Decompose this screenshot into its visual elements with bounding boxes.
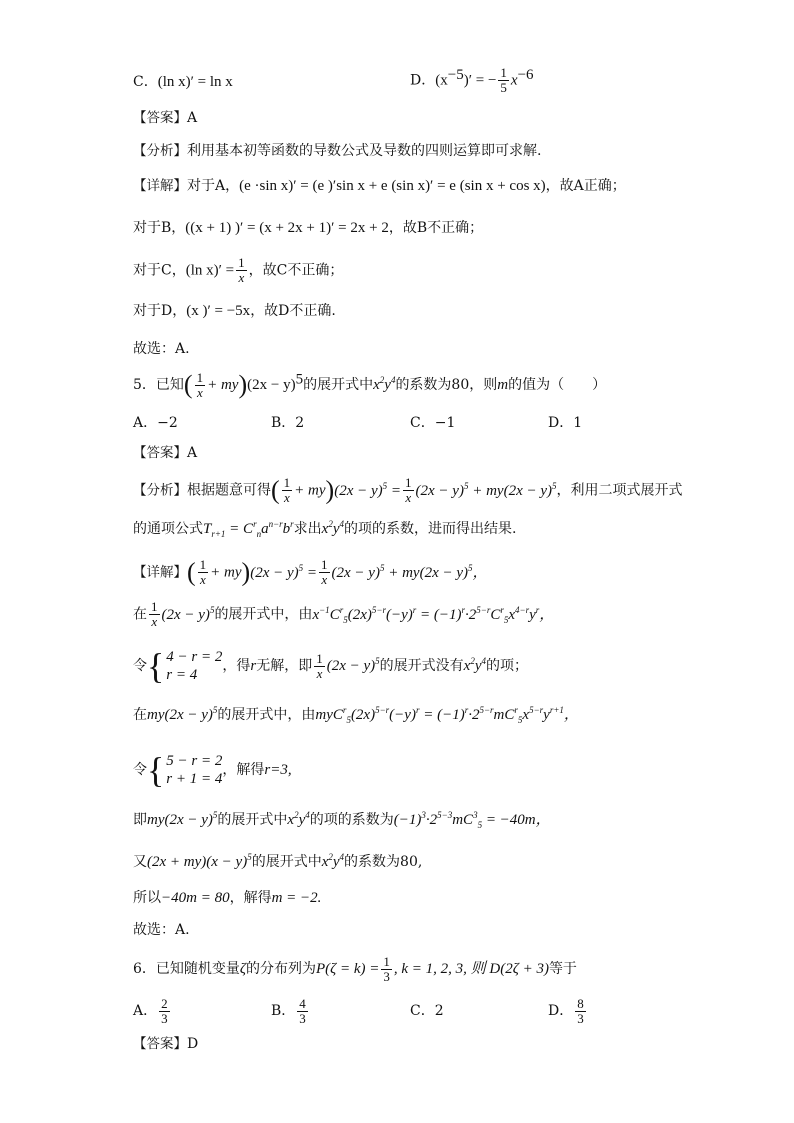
- selection: 故选：A.: [133, 922, 190, 938]
- detail-text: 又: [133, 854, 147, 870]
- question-5: [133, 370, 606, 400]
- detail-suffix: ，故B不正确；: [388, 220, 484, 236]
- fraction: [575, 997, 586, 1026]
- analysis-tag: 【分析】: [133, 143, 187, 159]
- fraction: [149, 600, 160, 629]
- question-stem-c: 等于: [548, 961, 577, 977]
- fraction: [297, 997, 308, 1026]
- analysis-tag: 【分析】: [133, 482, 187, 499]
- denominator: x: [405, 490, 412, 505]
- select-4: [133, 339, 190, 359]
- answer-value: A: [187, 110, 198, 126]
- denominator: x: [238, 270, 245, 285]
- numerator: 1: [316, 650, 323, 666]
- q6-option-c[interactable]: [410, 996, 444, 1026]
- analysis-5-b: [133, 519, 516, 539]
- question-stem-c: 的系数为80，则: [395, 377, 498, 393]
- math-term: P(ζ = k) =: [316, 961, 380, 977]
- selection: 故选：A.: [133, 341, 190, 357]
- question-stem-d: 的值为（ ）: [508, 377, 607, 393]
- q5-option-b[interactable]: [271, 412, 304, 432]
- numerator: 1: [405, 475, 412, 490]
- numerator: 1: [151, 599, 158, 614]
- analysis-text-c: 的通项公式: [133, 521, 203, 537]
- detail-math: r=3,: [264, 762, 292, 778]
- system-row: 4 − r = 2: [166, 649, 223, 665]
- detail-5-f: [133, 810, 551, 830]
- math-term: r: [250, 658, 257, 674]
- detail-tag: 【详解】: [133, 564, 187, 581]
- numerator: 8: [577, 995, 584, 1011]
- math-term: $(2x - y)^5 + my(2x - y)^5$，: [331, 562, 488, 581]
- fraction: [381, 955, 392, 984]
- detail-text: 令: [133, 762, 147, 778]
- option-letter: D．: [548, 415, 574, 431]
- equation-system: [147, 752, 222, 788]
- q5-option-a[interactable]: [133, 412, 178, 432]
- numerator: 1: [238, 255, 245, 270]
- math-term: $x^2y^4$: [321, 519, 345, 537]
- question-stem: 6．已知随机变量: [133, 961, 240, 977]
- numerator: 1: [199, 557, 207, 572]
- paren-open: (: [187, 557, 196, 587]
- paren-close: ): [325, 475, 335, 505]
- detail-text-c: 无解，即: [256, 658, 313, 674]
- prev-option-c: [133, 72, 233, 92]
- detail-5-c: [133, 648, 528, 684]
- detail-text-b: 的展开式中: [251, 854, 322, 870]
- detail-math: (e ·sin x)′ = (e )′sin x + e (sin x)′ = e (sin x + cos x): [239, 178, 546, 194]
- detail-4-c: [133, 256, 343, 285]
- denominator: x: [196, 384, 203, 400]
- detail-4-b: [133, 218, 483, 238]
- detail-suffix: ，故D不正确.: [250, 303, 336, 319]
- numerator: 1: [321, 557, 328, 572]
- paren-close: ): [241, 557, 251, 587]
- math-term: $(2x - y)^5$: [161, 604, 215, 623]
- math-term: , k = 1, 2, 3, 则 D(2ζ + 3): [393, 961, 549, 977]
- math-term: $T_{r+1} = C^r_na^{n-r}b^r$: [203, 519, 294, 539]
- math-term: $(2x - y)^5$ =: [250, 562, 318, 581]
- brace: {: [147, 646, 165, 686]
- option-expr-a: (x: [435, 72, 448, 89]
- detail-4-d: [133, 301, 336, 321]
- math-term: $(-1)^3\cdot 2^{5-3}mC^3_5 = -40m$，: [393, 810, 551, 830]
- question-stem-b: 的展开式中: [303, 377, 374, 393]
- q6-option-b[interactable]: [271, 996, 310, 1026]
- equation-system: [147, 648, 222, 684]
- detail-text-c: 的系数为80,: [344, 854, 423, 870]
- question-math: (2x − y): [247, 377, 296, 393]
- option-value: −1: [434, 415, 456, 431]
- math-term: −40m = 80: [161, 890, 230, 906]
- question-stem-b: 的分布列为: [246, 961, 316, 977]
- q5-option-c[interactable]: [410, 412, 455, 432]
- detail-prefix: 对于A，: [187, 178, 240, 194]
- detail-text: 所以: [133, 890, 161, 906]
- detail-prefix: 对于D，: [133, 303, 187, 319]
- answer-value: A: [187, 445, 198, 461]
- q6-option-d[interactable]: [548, 996, 588, 1026]
- option-expr: (ln x)′ = ln x: [157, 74, 233, 90]
- math-term: $x^2y^4$: [373, 375, 396, 393]
- question-var: m: [497, 377, 509, 393]
- detail-4-a: [133, 176, 626, 196]
- detail-text-e: 的项；: [486, 658, 528, 674]
- select-5: [133, 920, 190, 940]
- option-letter: A．: [133, 415, 158, 431]
- denominator: x: [321, 572, 328, 587]
- math-term: ζ: [239, 961, 246, 977]
- math-term: + my: [207, 377, 239, 393]
- q6-option-a[interactable]: [133, 996, 172, 1026]
- numerator: 1: [196, 369, 204, 385]
- question-6: [133, 954, 577, 984]
- answer-value: D: [187, 1036, 199, 1052]
- numerator: 4: [299, 995, 306, 1011]
- answer-tag: 【答案】: [133, 1036, 187, 1052]
- numerator: 1: [283, 475, 291, 490]
- exponent: −6: [517, 66, 534, 83]
- detail-5-g: [133, 852, 422, 872]
- detail-5-e: [133, 752, 292, 788]
- numerator: 1: [383, 953, 390, 969]
- numerator: 1: [500, 65, 507, 80]
- detail-prefix: 对于C，: [133, 262, 186, 279]
- fraction: [319, 558, 330, 587]
- math-term: $(2x - y)^5 + my(2x - y)^5$: [415, 480, 557, 499]
- detail-suffix: ，故C不正确；: [248, 262, 344, 279]
- detail-math: (ln x)′ =: [185, 262, 235, 279]
- analysis-4: [133, 141, 541, 161]
- fraction: [159, 997, 170, 1026]
- exponent: −5: [447, 66, 464, 83]
- math-term: $(2x - y)^5$ =: [334, 480, 402, 499]
- denominator: 3: [161, 1010, 168, 1026]
- fraction: [198, 558, 209, 587]
- option-letter: B．: [271, 415, 296, 431]
- answer-tag: 【答案】: [133, 445, 187, 461]
- option-letter: C．: [133, 74, 158, 90]
- answer-4: [133, 108, 197, 128]
- fraction: [236, 256, 247, 285]
- exponent: 5: [295, 371, 304, 388]
- detail-5-d: [133, 705, 579, 725]
- q5-option-d[interactable]: [548, 412, 582, 432]
- analysis-text: 根据题意可得: [187, 482, 271, 499]
- option-letter: A．: [133, 1003, 158, 1019]
- paren-close: ): [238, 370, 248, 399]
- detail-text-b: ，解得: [229, 890, 272, 906]
- detail-prefix: 对于B，: [133, 220, 186, 236]
- math-term: + my: [294, 482, 326, 499]
- paren-open: (: [183, 370, 193, 399]
- denominator: 3: [577, 1010, 584, 1026]
- math-term: $x^{-1}C^r_5(2x)^{5-r}(-y)^r = (-1)^r\cdot 2^{5-r}C^r_5x^{4-r}y^r$，: [312, 604, 555, 625]
- analysis-text-d: 求出: [293, 521, 322, 537]
- detail-5-b: [133, 600, 554, 629]
- fraction: [282, 476, 293, 505]
- fraction: [195, 371, 206, 400]
- fraction: [498, 66, 509, 95]
- numerator: 2: [161, 995, 168, 1011]
- fraction: [314, 652, 325, 681]
- math-term: $my(2x - y)^5$: [147, 810, 218, 828]
- detail-tag: 【详解】: [133, 178, 187, 194]
- system-rows: [166, 648, 222, 684]
- detail-text: 即: [133, 812, 147, 828]
- answer-5: [133, 443, 197, 463]
- detail-text-b: 的展开式中，由: [217, 707, 316, 723]
- detail-text-d: 的展开式没有: [379, 658, 464, 674]
- option-value: −2: [157, 415, 178, 431]
- detail-text: 在: [133, 707, 147, 723]
- denominator: 3: [383, 968, 390, 984]
- fraction: [403, 476, 414, 505]
- system-row: r = 4: [166, 667, 198, 683]
- detail-5-a: [133, 558, 488, 587]
- system-rows: [166, 752, 222, 788]
- detail-text-b: 的展开式中，由: [214, 606, 313, 623]
- detail-text: 在: [133, 606, 147, 623]
- detail-text-c: 的项的系数为: [309, 812, 394, 828]
- detail-text-b: 的展开式中: [217, 812, 288, 828]
- math-term: m = −2.: [271, 890, 322, 906]
- detail-text-b: ，解得: [222, 762, 265, 778]
- option-value: 2: [434, 1003, 444, 1019]
- detail-math: (x )′ = −5x: [186, 303, 251, 319]
- detail-text-b: ，得: [222, 658, 251, 674]
- math-term: + my: [210, 564, 242, 581]
- option-letter: D．: [410, 72, 436, 89]
- option-value: 1: [573, 415, 583, 431]
- denominator: x: [316, 665, 323, 681]
- math-term: $(2x - y)^5$: [326, 656, 380, 674]
- math-term: $my(2x - y)^5$: [147, 705, 218, 723]
- system-row: r + 1 = 4: [166, 771, 223, 787]
- math-term: $x^2y^4$: [321, 852, 345, 870]
- analysis-5-a: [133, 476, 683, 505]
- analysis-text: 利用基本初等函数的导数公式及导数的四则运算即可求解.: [187, 143, 542, 159]
- option-letter: C．: [410, 1003, 435, 1019]
- math-term: $myC^r_5(2x)^{5-r}(-y)^r = (-1)^r\cdot 2^{5-r}mC^r_5x^{5-r}y^{r+1}$，: [315, 705, 579, 725]
- denominator: 3: [299, 1010, 306, 1026]
- answer-tag: 【答案】: [133, 110, 187, 126]
- brace: {: [147, 750, 165, 790]
- option-letter: C．: [410, 415, 435, 431]
- detail-math: ((x + 1) )′ = (x + 2x + 1)′ = 2x + 2: [185, 220, 389, 236]
- math-term: $x^2y^4$: [287, 810, 310, 828]
- denominator: x: [151, 614, 158, 629]
- math-term: $x^2y^4$: [463, 656, 486, 674]
- option-letter: D．: [548, 1003, 574, 1019]
- denominator: x: [284, 490, 290, 505]
- option-value: 2: [295, 415, 305, 431]
- answer-6: [133, 1034, 198, 1054]
- system-row: 5 − r = 2: [166, 753, 223, 769]
- analysis-text-b: ，利用二项式展开式: [556, 482, 683, 499]
- question-stem: 5．已知: [133, 377, 184, 393]
- option-expr-b: )′ = −: [463, 72, 497, 89]
- prev-option-d: [410, 66, 534, 95]
- option-letter: B．: [271, 1003, 296, 1019]
- detail-5-h: [133, 888, 321, 908]
- denominator: x: [200, 572, 206, 587]
- detail-text: 令: [133, 658, 147, 674]
- option-tail: x: [510, 72, 518, 89]
- detail-suffix: ，故A正确；: [545, 178, 626, 194]
- denominator: 5: [500, 80, 507, 95]
- paren-open: (: [271, 475, 280, 505]
- math-term: $(2x + my)(x - y)^5$: [147, 852, 252, 870]
- analysis-text-e: 的项的系数，进而得出结果.: [344, 521, 517, 537]
